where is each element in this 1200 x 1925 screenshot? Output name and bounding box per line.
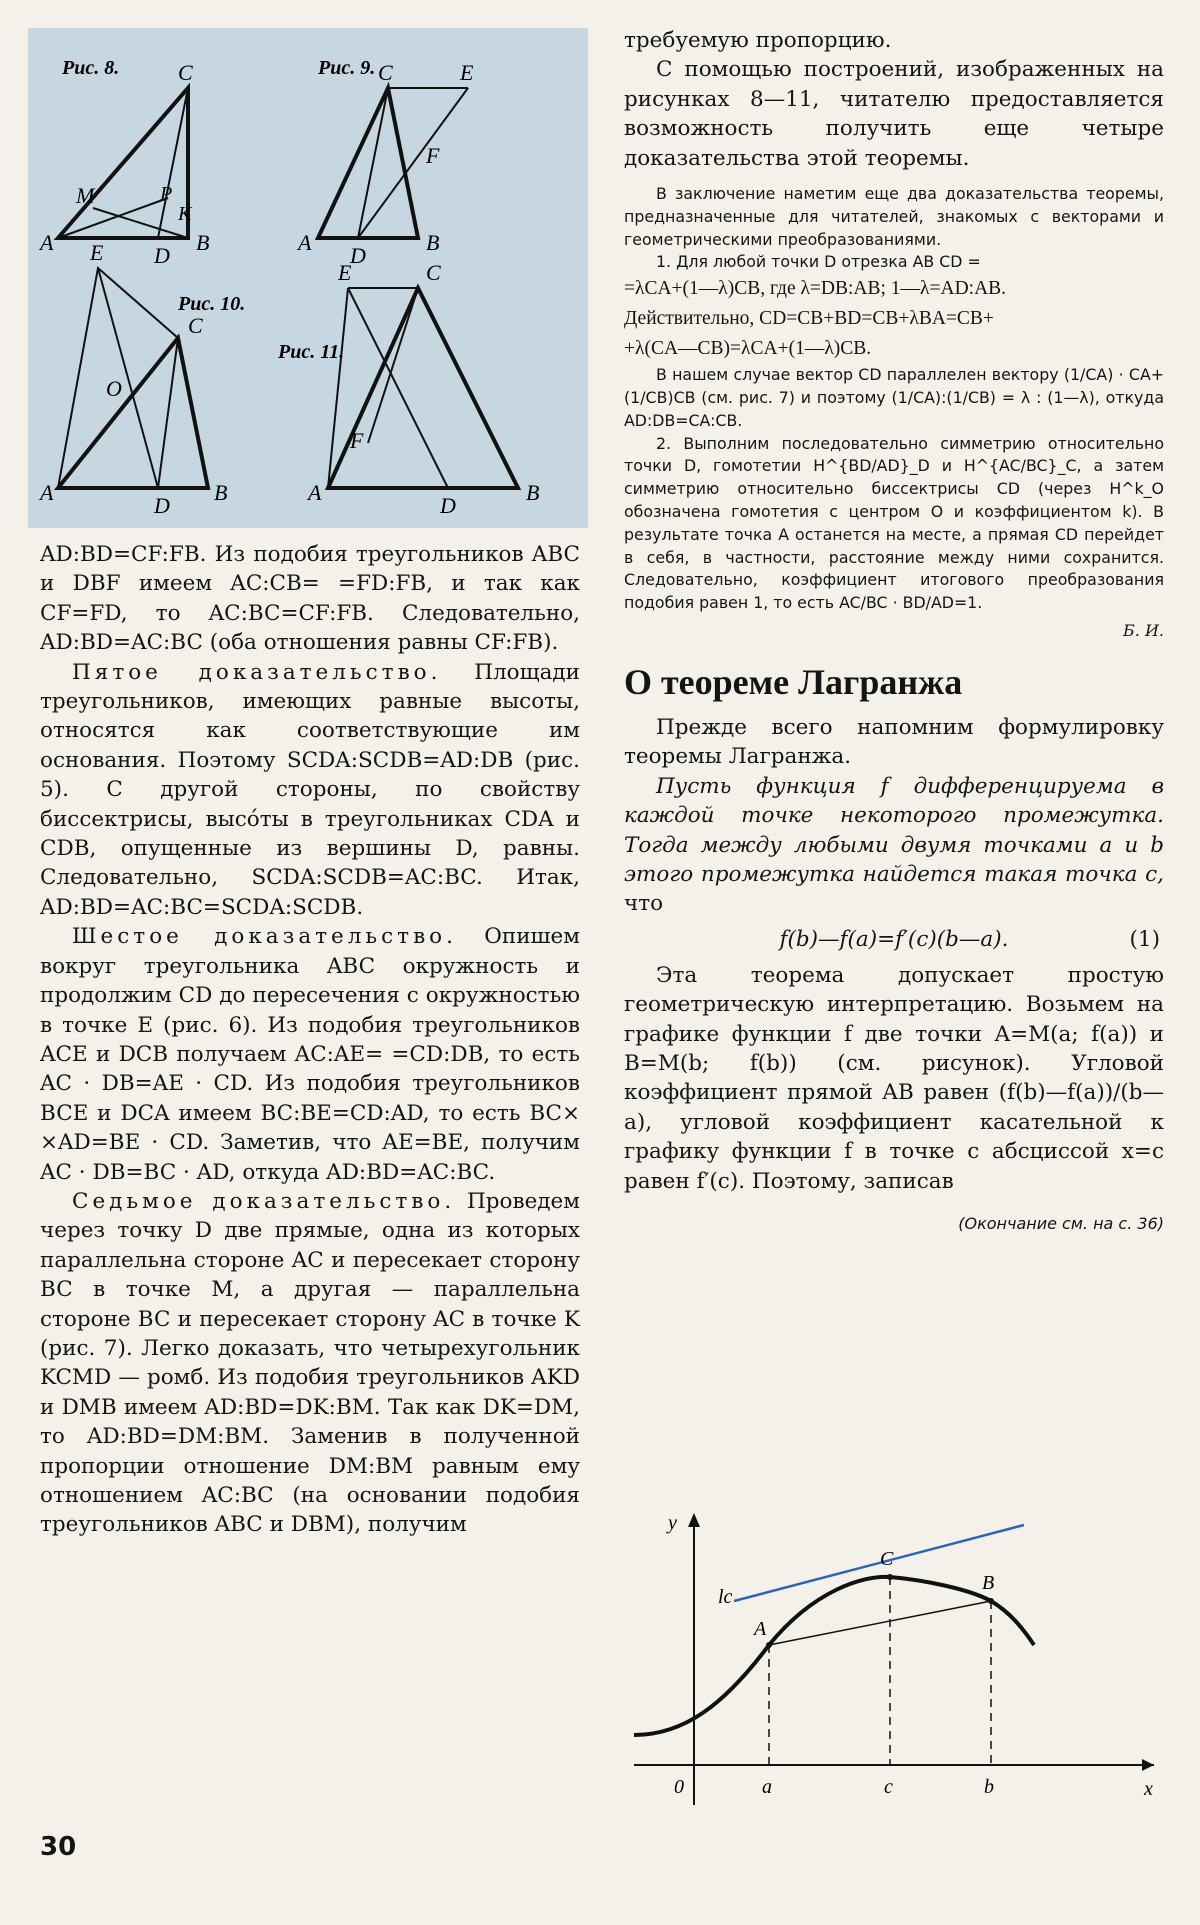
fig8-label-k: K — [178, 203, 192, 225]
formula-line-3: +λ(CA—CB)=λCA+(1—λ)CB. — [624, 338, 872, 360]
sixth-proof-heading: Шестое доказательство. — [72, 924, 457, 950]
fig9-cd-line — [358, 88, 388, 238]
fig9-label-f: F — [426, 143, 440, 168]
fig11-label-b: B — [526, 480, 540, 505]
transform-paragraph: 2. Выполним последовательно симметрию относительно точки D, гомотетии H^{BD/AD}_D и H^{AC/BC}_C, а затем симметрию относительно биссектрисы CD (через H^k_O обозначена гомотетия с центром O и коэффициентом k). В результате точка A останется на месте, а прямая CD перейдет в себя, в частности, расстояние между ними сохранится. Следовательно, коэффициент итогового преобразования подобия равен 1, то есть AC/BC · BD/AD=1. — [624, 433, 1164, 613]
y-axis-label: y — [668, 1512, 677, 1534]
fig11-triangle — [328, 288, 518, 488]
secant-ab — [769, 1601, 991, 1645]
sixth-proof-paragraph — [40, 922, 580, 1187]
point-a-dot — [766, 1642, 772, 1648]
fig11-fc-line — [368, 288, 418, 443]
vector-case-paragraph: В нашем случае вектор CD параллелен вектору (1/CA) · CA+(1/CB)CB (см. рис. 7) и поэтому (1/CA):(1/CB) = λ : (1—λ), откуда AD:DB=CA:CB. — [624, 365, 1164, 430]
origin-label: 0 — [674, 1776, 684, 1798]
fig8-caption: Рис. 8. — [62, 57, 120, 79]
fig10-label-c: C — [188, 313, 203, 338]
fig8-label-b: B — [196, 230, 210, 255]
fig10-label-o: O — [106, 376, 122, 401]
page-number: 30 — [40, 1832, 77, 1862]
seventh-proof-heading: Седьмое доказательство. — [72, 1188, 456, 1214]
fig11-label-a: A — [308, 480, 322, 505]
lagrange-statement-tail: что — [624, 891, 664, 917]
point-b-dot — [988, 1598, 994, 1604]
fig9-label-d: D — [350, 243, 366, 268]
fig11-label-d: D — [440, 493, 456, 518]
c-label: c — [884, 1776, 893, 1798]
interpretation-paragraph: Эта теорема допускает простую геометрическую интерпретацию. Возьмем на графике функции f две точки A=M(a; f(a)) и B=M(b; f(b)) (см. рисунок). Угловой коэффициент прямой AB равен (f(b)—f(a))/(b—a), угловой коэффициент касательной к графику функции f в точке с абсциссой x=c равен f′(c). Поэтому, записав — [624, 962, 1164, 1194]
lagrange-statement-italic: Пусть функция f дифференцируема в каждой точке некоторого промежутка. Тогда между любыми двумя точками a и b этого промежутка найдется такая точка c, — [624, 773, 1164, 888]
seventh-proof-text: Проведем через точку D две прямые, одна из которых параллельна стороне AC и пересекает сторону BC в точке M, а другая — параллельна стороне BC и пересекает сторону AC в точке K (рис. 7). Легко доказать, что четырехугольник KCMD — ромб. Из подобия треугольников AKD и DMB имеем AD:BD=DK:BM. Так как DK=DM, то AD:BD=DM:BM. Заменив в полученной пропорции отношение DM:BM равным ему отношением AC:BC (на основании подобия треугольников ABC и DBM), получим — [40, 1188, 580, 1538]
point-c-dot — [887, 1574, 893, 1580]
equation-1-number: (1) — [1129, 926, 1160, 952]
formula-line-1: =λCA+(1—λ)CB, где λ=DB:AB; 1—λ=AD:AB. — [624, 278, 1007, 300]
seventh-proof-paragraph — [40, 1187, 580, 1540]
fig11-caption: Рис. 11. — [278, 341, 345, 363]
fig8-mb-line — [93, 208, 188, 238]
fig8-label-m: M — [76, 183, 95, 208]
left-paragraph-1: AD:BD=CF:FB. Из подобия треугольников ABC и DBF имеем AC:CB= =FD:FB, и так как CF=FD, то AC:BC=CF:FB. Следовательно, AD:BD=AC:BC (оба отношения равны CF:FB). — [40, 542, 580, 656]
continue-note: (Окончание см. на с. 36) — [958, 1214, 1164, 1234]
fig11-label-f: F — [350, 428, 364, 453]
fig10-label-d: D — [154, 493, 170, 518]
article-heading: О теореме Лагранжа — [624, 661, 963, 702]
fifth-proof-paragraph — [40, 658, 580, 923]
b-label: b — [984, 1776, 994, 1798]
fig9-label-e: E — [460, 60, 474, 85]
point-c-label: C — [880, 1548, 894, 1570]
fig8-label-a: A — [40, 230, 54, 255]
lagrange-statement — [624, 772, 1164, 919]
lagrange-graph-svg — [624, 1505, 1164, 1815]
author-signature: Б. И. — [1123, 620, 1164, 640]
right-column — [624, 26, 1164, 1233]
fifth-proof-heading: Пятое доказательство. — [72, 659, 442, 685]
fig8-label-p: P — [160, 183, 173, 205]
formula-line-2: Действительно, CD=CB+BD=CB+λBA=CB+ — [624, 308, 994, 330]
vector-intro: В заключение наметим еще два доказательства теоремы, предназначенные для читателей, знакомых с векторами и геометрическими преобразованиями. — [624, 184, 1164, 249]
fig9-label-c: C — [378, 60, 393, 85]
fig10-caption: Рис. 10. — [178, 293, 246, 315]
fig9-triangle — [318, 88, 418, 238]
fig10-label-a: A — [40, 480, 54, 505]
equation-1-formula: f(b)—f(a)=f′(c)(b—a). — [779, 926, 1009, 952]
geometry-figures — [28, 28, 588, 528]
fig8-label-c: C — [178, 60, 193, 85]
fig11-label-e: E — [338, 260, 352, 285]
fig9-caption: Рис. 9. — [318, 57, 376, 79]
right-paragraph-2: С помощью построений, изображенных на рисунках 8—11, читателю предоставляется возможность получить еще четыре доказательства этой теоремы. — [624, 57, 1164, 171]
fig10-label-b: B — [214, 480, 228, 505]
fig11-ea-line — [328, 288, 348, 488]
tangent-label: lc — [718, 1586, 733, 1608]
lagrange-graph — [624, 1505, 1164, 1815]
lagrange-intro: Прежде всего напомним формулировку теоремы Лагранжа. — [624, 714, 1164, 770]
x-axis-label: x — [1144, 1778, 1153, 1800]
right-paragraph-1: требуемую пропорцию. — [624, 28, 892, 53]
fig10-label-e: E — [90, 240, 104, 265]
sixth-proof-text: Опишем вокруг треугольника ABC окружность и продолжим CD до пересечения с окружностью в точке E (рис. 6). Из подобия треугольников ACE и DCB получаем AC:AE= =CD:DB, то есть AC · DB=AE · CD. Из подобия треугольников BCE и DCA имеем BC:BE=CD:AD, то есть BC× ×AD=BE · CD. Заметив, что AE=BE, получим AC · DB=BC · AD, откуда AD:BD=AC:BC. — [40, 924, 580, 1185]
fig11-label-c: C — [426, 260, 441, 285]
fig8-triangle — [58, 88, 188, 238]
fig9-label-b: B — [426, 230, 440, 255]
geometry-figures-svg — [28, 28, 588, 528]
fifth-proof-text: Площади треугольников, имеющих равные высоты, относятся как соответствующие им основания. Поэтому SCDA:SCDB=AD:DB (рис. 5). С другой стороны, по свойству биссектрисы, высо́ты в треугольниках CDA и CDB, опущенные из вершины D, равны. Следовательно, SCDA:SCDB=AC:BC. Итак, AD:BD=AC:BC=SCDA:SCDB. — [40, 659, 580, 920]
point-a-label: A — [754, 1618, 767, 1640]
x-axis-arrow — [1142, 1759, 1154, 1771]
fig9-label-a: A — [298, 230, 312, 255]
equation-1 — [624, 923, 1164, 957]
point-b-label: B — [982, 1572, 995, 1594]
a-label: a — [762, 1776, 772, 1798]
fig8-label-d: D — [154, 243, 170, 268]
vector-point-1: 1. Для любой точки D отрезка AB CD = — [656, 252, 981, 272]
y-axis-arrow — [688, 1513, 700, 1527]
tangent-line — [734, 1525, 1024, 1601]
left-column — [40, 540, 580, 1540]
